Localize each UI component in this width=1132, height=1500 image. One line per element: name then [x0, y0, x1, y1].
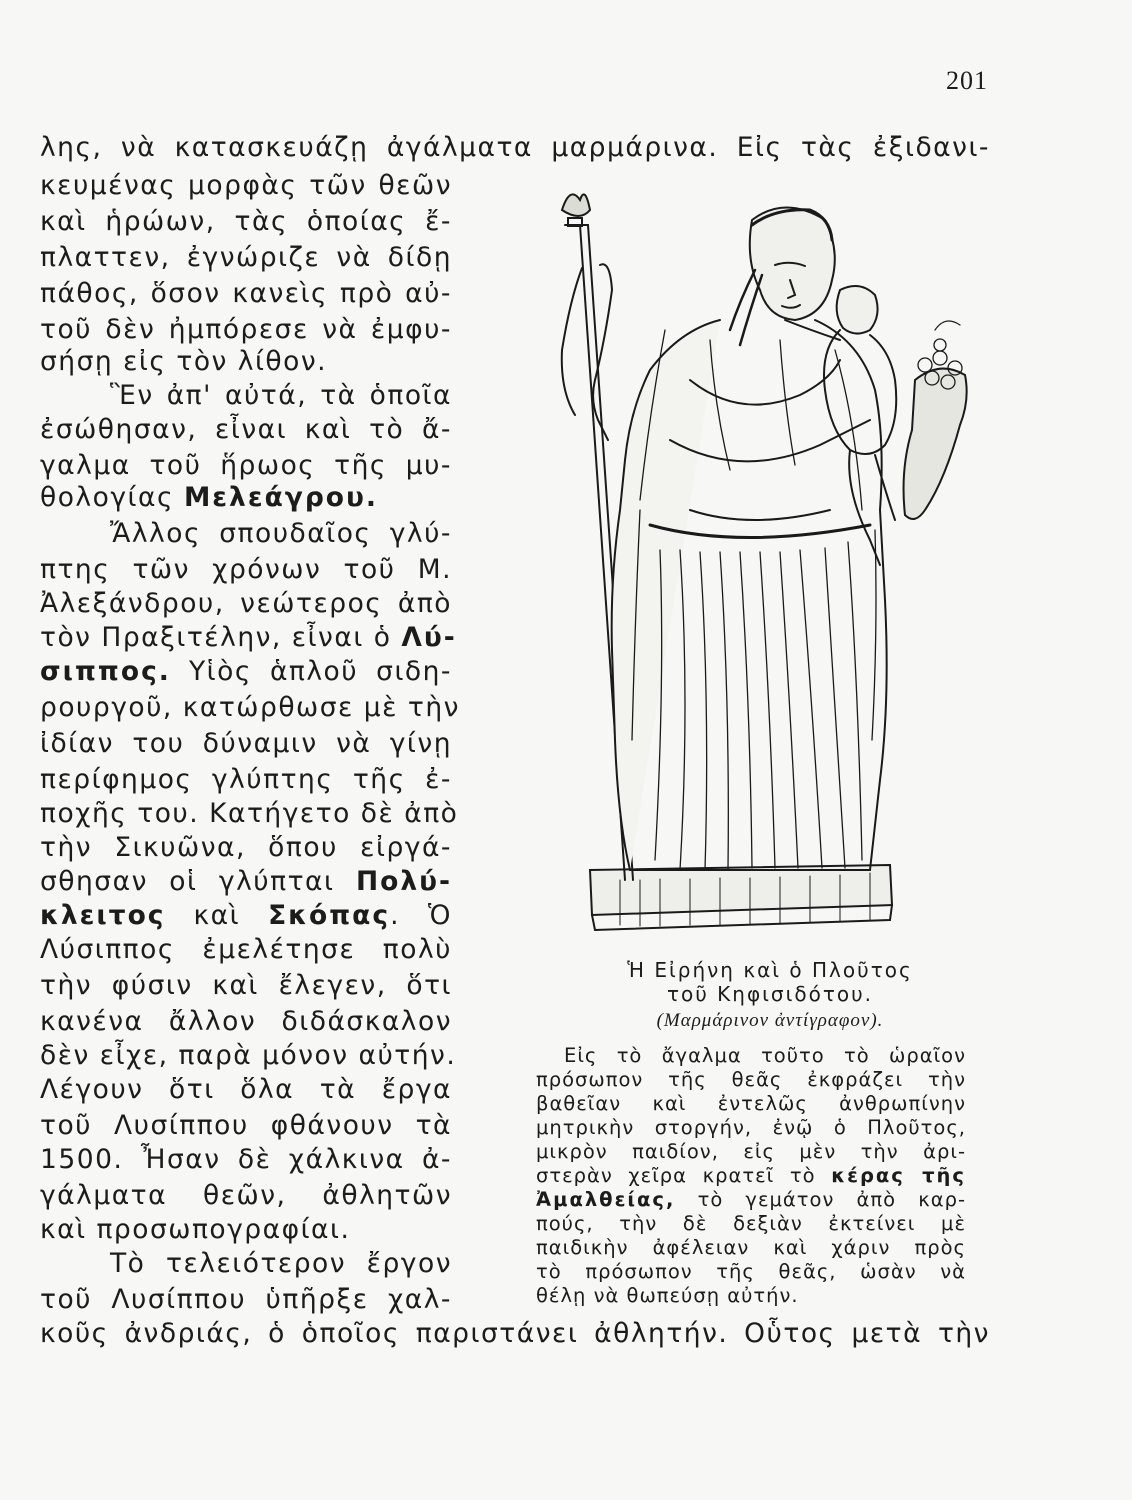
description-line: Εἰς τὸ ἄγαλμα τοῦτο τὸ ὡραῖον — [564, 1044, 966, 1067]
description-line — [536, 1188, 966, 1212]
page-number: 201 — [946, 66, 988, 95]
text-line: κευμένας μορφὰς τῶν θεῶν — [40, 170, 452, 201]
text-line: Λύσιππος ἐμελέτησε πολὺ — [40, 934, 452, 965]
text-line: Τὸ τελειότερον ἔργον — [110, 1248, 452, 1279]
statue-illustration — [540, 180, 980, 940]
text-fragment: καὶ — [193, 900, 241, 931]
text-line: Ἀλεξάνδρου, νεώτερος ἀπὸ — [40, 588, 452, 619]
description-line — [536, 1164, 966, 1188]
text-line — [40, 864, 452, 900]
text-fragment: Υἱὸς ἁπλοῦ σιδη- — [188, 656, 452, 687]
text-line: ποχῆς του. Κατήγετο δὲ ἀπὸ — [40, 798, 459, 829]
description-line: πούς, τὴν δὲ δεξιὰν ἐκτείνει μὲ — [536, 1212, 966, 1235]
figure-caption-note: (Μαρμάρινον ἀντίγραφον). — [656, 1010, 884, 1031]
bold-term: Λύ- — [401, 622, 457, 653]
text-fragment: θολογίας — [40, 482, 174, 513]
description-line: τὸ πρόσωπον τῆς θεᾶς, ὡσὰν νὰ — [536, 1260, 966, 1283]
text-line: Λέγουν ὅτι ὅλα τὰ ἔργα — [40, 1074, 452, 1105]
bold-term: Πολύ- — [355, 866, 452, 897]
figure-caption-author: τοῦ Κηφισιδότου. — [666, 982, 874, 1006]
bottom-line: κοῦς ἀνδριάς, ὁ ὁποῖος παριστάνει ἀθλητήν. Οὗτος μετὰ τὴν — [40, 1318, 990, 1349]
text-line: πάθος, ὅσον κανεὶς πρὸ αὐ- — [40, 278, 452, 309]
description-line: μικρὸν παιδίον, εἰς μὲν τὴν ἀρι- — [536, 1140, 966, 1163]
text-line: περίφημος γλύπτης τῆς ἐ- — [40, 764, 452, 795]
text-line: γαλμα τοῦ ἥρωος τῆς μυ- — [40, 450, 452, 481]
text-line: πλαττεν, ἐγνώριζε νὰ δίδῃ — [40, 242, 452, 273]
text-fragment: στερὰν χεῖρα κρατεῖ τὸ — [536, 1164, 816, 1187]
text-line — [40, 620, 457, 656]
text-line — [40, 480, 452, 516]
top-line: λης, νὰ κατασκευάζῃ ἀγάλματα μαρμάρινα. Εἰς τὰς ἐξιδανι- — [40, 132, 990, 163]
text-line: Ἓν ἀπ' αὐτά, τὰ ὁποῖα — [110, 380, 452, 411]
bold-term: σιππος. — [40, 656, 171, 687]
description-line: βαθεῖαν καὶ ἐντελῶς ἀνθρωπίνην — [536, 1092, 966, 1115]
text-fragment: . Ὁ — [390, 900, 452, 931]
text-fragment: τὸν Πραξιτέλην, εἶναι ὁ — [40, 622, 392, 653]
text-line: 1500. Ἦσαν δὲ χάλκινα ἀ- — [40, 1144, 452, 1175]
description-line: μητρικὴν στοργήν, ἐνῷ ὁ Πλοῦτος, — [536, 1116, 966, 1139]
text-line: καὶ ἡρώων, τὰς ὁποίας ἔ- — [40, 206, 452, 237]
text-line: τοῦ δὲν ἠμπόρεσε νὰ ἐμφυ- — [40, 314, 452, 345]
text-line: τὴν Σικυῶνα, ὅπου εἰργά- — [40, 832, 452, 863]
text-line — [40, 898, 452, 934]
bold-term: Σκόπας — [268, 900, 391, 931]
bold-term: κλειτος — [40, 900, 166, 931]
text-line: ἐσώθησαν, εἶναι καὶ τὸ ἄ- — [40, 414, 452, 445]
text-line: γάλματα θεῶν, ἀθλητῶν — [40, 1180, 452, 1211]
text-line: ἰδίαν του δύναμιν νὰ γίνῃ — [40, 728, 452, 759]
text-line — [40, 654, 452, 690]
description-line: θέλῃ νὰ θωπεύσῃ αὐτήν. — [536, 1284, 799, 1307]
text-fragment: σθησαν οἱ γλύπται — [40, 866, 335, 897]
bold-term: Μελεάγρου. — [183, 482, 378, 513]
text-fragment: τὸ γεμάτον ἀπὸ καρ- — [697, 1188, 966, 1211]
text-line: τοῦ Λυσίππου ὑπῆρξε χαλ- — [40, 1284, 452, 1315]
bold-term: Ἀμαλθείας, — [536, 1188, 676, 1211]
text-line: πτης τῶν χρόνων τοῦ Μ. — [40, 554, 452, 585]
text-line: Ἄλλος σπουδαῖος γλύ- — [110, 518, 452, 549]
description-line: παιδικὴν ἀφέλειαν καὶ χάριν πρὸς — [536, 1236, 966, 1259]
text-line: κανένα ἄλλον διδάσκαλον — [40, 1006, 452, 1037]
figure-caption-title: Ἡ Εἰρήνη καὶ ὁ Πλοῦτος — [627, 958, 913, 982]
bold-term: κέρας τῆς — [831, 1164, 966, 1187]
text-line: δὲν εἶχε, παρὰ μόνον αὐτήν. — [40, 1040, 457, 1071]
description-line: πρόσωπον τῆς θεᾶς ἐκφράζει τὴν — [536, 1068, 966, 1091]
text-line: τὴν φύσιν καὶ ἔλεγεν, ὅτι — [40, 970, 452, 1001]
text-line: σήσῃ εἰς τὸν λίθον. — [40, 346, 328, 377]
text-line: ρουργοῦ, κατώρθωσε μὲ τὴν — [40, 692, 460, 723]
text-line: τοῦ Λυσίππου φθάνουν τὰ — [40, 1110, 452, 1141]
text-line: καὶ προσωπογραφίαι. — [40, 1214, 351, 1245]
